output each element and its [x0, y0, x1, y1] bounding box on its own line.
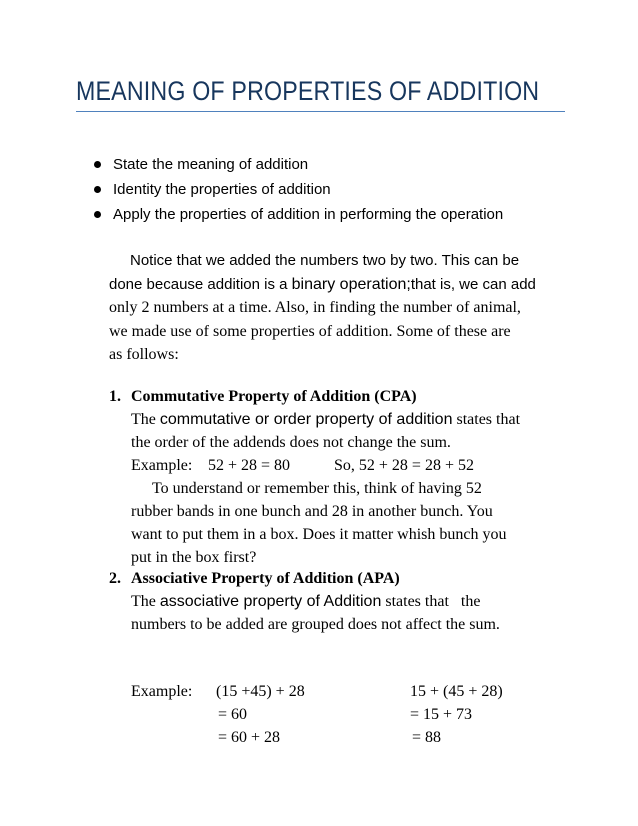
apa-example-label: Example: — [131, 683, 193, 700]
apa-heading: 2. Associative Property of Addition (APA) — [109, 570, 400, 587]
bullet-icon — [94, 211, 101, 218]
intro-line: only 2 numbers at a time. Also, in finding the number of animal, — [109, 299, 521, 316]
objective-text: Apply the properties of addition in performing the operation — [113, 206, 504, 223]
cpa-example-label: Example: — [131, 457, 193, 474]
bullet-icon — [94, 161, 101, 168]
cpa-text-line: rubber bands in one bunch and 28 in another bunch. You — [131, 503, 493, 520]
objective-item — [94, 206, 503, 223]
intro-line: as follows: — [109, 346, 179, 363]
intro-line: done because addition is a binary operation;that is, we can add — [109, 276, 536, 293]
intro-line: Notice that we added the numbers two by two. This can be — [130, 252, 520, 269]
page-title: MEANING OF PROPERTIES OF ADDITION — [76, 76, 540, 106]
cpa-text-line: want to put them in a box. Does it matter whish bunch you — [131, 526, 507, 543]
cpa-text-line: put in the box first? — [131, 549, 257, 566]
intro-line: we made use of some properties of addition. Some of these are — [109, 323, 511, 340]
apa-left-step: = 60 + 28 — [218, 729, 281, 746]
apa-right-step: = 88 — [412, 729, 442, 746]
objective-item — [94, 156, 308, 173]
apa-left-step: = 60 — [218, 706, 248, 723]
objective-text: State the meaning of addition — [113, 156, 309, 173]
cpa-heading: 1. Commutative Property of Addition (CPA) — [109, 388, 417, 405]
apa-right-step: = 15 + 73 — [410, 706, 473, 723]
apa-left-step: (15 +45) + 28 — [216, 683, 305, 700]
cpa-example-conclusion: So, 52 + 28 = 28 + 52 — [334, 457, 474, 474]
apa-right-step: 15 + (45 + 28) — [410, 683, 503, 700]
title-underline — [76, 111, 565, 112]
objective-item — [94, 181, 331, 198]
apa-definition-line: numbers to be added are grouped does not affect the sum. — [131, 616, 500, 633]
cpa-definition-line: the order of the addends does not change the sum. — [131, 434, 451, 451]
apa-definition: The associative property of Addition states that the — [131, 593, 481, 610]
cpa-text-line: To understand or remember this, think of having 52 — [152, 480, 482, 497]
objective-text: Identity the properties of addition — [113, 181, 331, 198]
bullet-icon — [94, 186, 101, 193]
cpa-definition: The commutative or order property of addition states that — [131, 411, 521, 428]
cpa-example-equation: 52 + 28 = 80 — [208, 457, 291, 474]
